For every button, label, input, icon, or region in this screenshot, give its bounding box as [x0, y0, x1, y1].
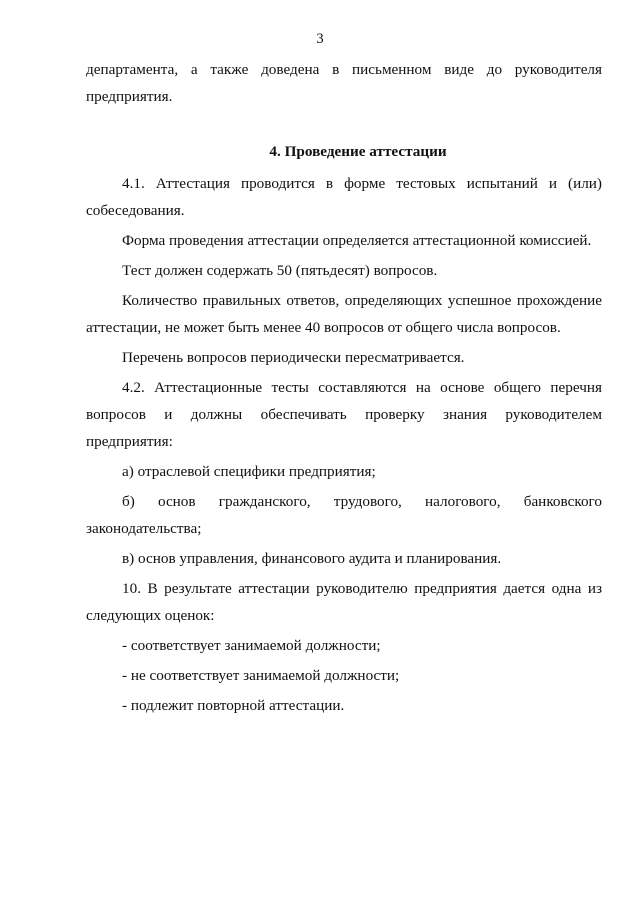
document-body [86, 56, 602, 719]
list-item-b-word: трудового, [333, 493, 402, 510]
paragraph-test: Тест должен содержать 50 (пятьдесят) вопросов. [122, 262, 438, 279]
list-item-b-word: гражданского, [218, 493, 311, 510]
paragraph-form: Форма проведения аттестации определяется аттестационной комиссией. [122, 232, 592, 249]
grade-item: - соответствует занимаемой должности; [122, 637, 381, 654]
paragraph-review: Перечень вопросов периодически пересматривается. [122, 349, 465, 366]
list-item-b [86, 488, 602, 515]
paragraph-10: 10. В результате аттестации руководителю предприятия дается одна из следующих оценок: [86, 580, 602, 624]
list-item-b-word: основ [157, 493, 196, 510]
section-heading: 4. Проведение аттестации [269, 143, 447, 160]
page-number: 3 [316, 31, 324, 47]
list-item-b-word: б) [122, 493, 135, 510]
list-item-v: в) основ управления, финансового аудита и планирования. [122, 550, 502, 567]
list-item-b-tail: законодательства; [86, 520, 202, 537]
paragraph-4-2: 4.2. Аттестационные тесты составляются на основе общего перечня вопросов и должны обеспечивать проверку знания руководителем предприятия: [86, 379, 602, 450]
paragraph-count: Количество правильных ответов, определяющих успешное прохождение аттестации, не может быть менее 40 вопросов от общего числа вопросов. [86, 292, 602, 336]
list-item-b-word: налогового, [425, 493, 501, 510]
list-item-b-word: банковского [523, 493, 602, 510]
grade-item: - не соответствует занимаемой должности; [122, 667, 400, 684]
grade-item: - подлежит повторной аттестации. [122, 697, 345, 714]
continuation-paragraph: департамента, а также доведена в письменном виде до руководителя предприятия. [86, 61, 602, 105]
list-item-a: а) отраслевой специфики предприятия; [122, 463, 376, 480]
paragraph-4-1: 4.1. Аттестация проводится в форме тестовых испытаний и (или) собеседования. [86, 175, 602, 219]
